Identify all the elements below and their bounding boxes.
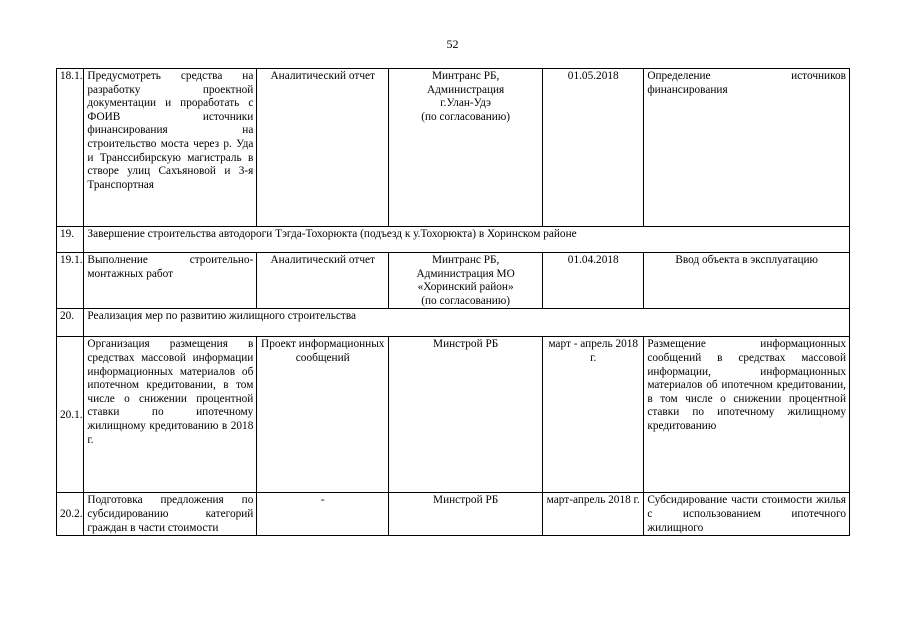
section-title: Завершение строительства автодороги Тэгда-Тохорюкта (подъезд к у.Тохорюкта) в Хоринском районе bbox=[84, 227, 850, 253]
page-number: 52 bbox=[446, 37, 459, 51]
row-number: 19.1. bbox=[57, 253, 84, 309]
executor-cell bbox=[389, 253, 543, 309]
action-cell: Организация размещения в средствах массовой информации информационных материалов об ипотечном кредитовании, в том числе о снижении процентной ставки по ипотечному жилищному кредитованию в 2018 г. bbox=[84, 337, 257, 493]
result-cell: Субсидирование части стоимости жилья с использованием ипотечного жилищного bbox=[644, 493, 850, 536]
executor-cell bbox=[389, 69, 543, 227]
deadline-cell: март-апрель 2018 г. bbox=[543, 493, 644, 536]
executor-line: Минтранс РБ, bbox=[431, 254, 500, 266]
executor-line: Минстрой РБ bbox=[433, 494, 499, 507]
action-cell: Предусмотреть средства на разработку проектной документации и проработать с ФОИВ источники финансирования на строительство моста через р. Уда и Транссибирскую магистраль в створе улиц Сахъяновой и 3-я Транспортная bbox=[84, 69, 257, 227]
action-cell: Выполнение строительно-монтажных работ bbox=[84, 253, 257, 309]
section-number: 19. bbox=[57, 227, 84, 253]
deadline-cell: 01.05.2018 bbox=[543, 69, 644, 227]
table-row bbox=[57, 337, 850, 493]
executor-line: Администрация МО bbox=[416, 267, 515, 280]
executor-cell bbox=[389, 493, 543, 536]
executor-line: Администрация bbox=[427, 83, 505, 96]
row-number: 18.1. bbox=[57, 69, 84, 227]
row-number: 20.1. bbox=[57, 337, 84, 493]
section-title: Реализация мер по развитию жилищного строительства bbox=[84, 309, 850, 337]
report-form-cell: Аналитический отчет bbox=[257, 253, 389, 309]
table-row bbox=[57, 69, 850, 227]
table-row bbox=[57, 253, 850, 309]
report-form-cell: Проект информационных сообщений bbox=[257, 337, 389, 493]
row-number: 20.2. bbox=[57, 493, 84, 536]
result-cell: Размещение информационных сообщений в средствах массовой информации, информационных материалов об ипотечном кредитовании, в том числе о снижении процентной ставки по ипотечному жилищному кредитованию bbox=[644, 337, 850, 493]
executor-line: (по согласованию) bbox=[421, 294, 511, 307]
action-cell: Подготовка предложения по субсидированию категорий граждан в части стоимости bbox=[84, 493, 257, 536]
table-row bbox=[57, 493, 850, 536]
deadline-cell: 01.04.2018 bbox=[543, 253, 644, 309]
section-header-row bbox=[57, 309, 850, 337]
section-header-row bbox=[57, 227, 850, 253]
executor-line: (по согласованию) bbox=[421, 110, 511, 123]
result-cell: Определение источников финансирования bbox=[644, 69, 850, 227]
executor-line: «Хоринский район» bbox=[417, 281, 514, 294]
executor-line: Минтранс РБ, bbox=[431, 70, 500, 82]
executor-cell bbox=[389, 337, 543, 493]
section-number: 20. bbox=[57, 309, 84, 337]
executor-line: Минстрой РБ bbox=[433, 338, 499, 351]
deadline-cell: март - апрель 2018 г. bbox=[543, 337, 644, 493]
report-form-cell: Аналитический отчет bbox=[257, 69, 389, 227]
action-plan-table bbox=[56, 68, 850, 536]
result-cell: Ввод объекта в эксплуатацию bbox=[644, 253, 850, 309]
report-form-cell: - bbox=[257, 493, 389, 536]
executor-line: г.Улан-Удэ bbox=[440, 97, 491, 110]
